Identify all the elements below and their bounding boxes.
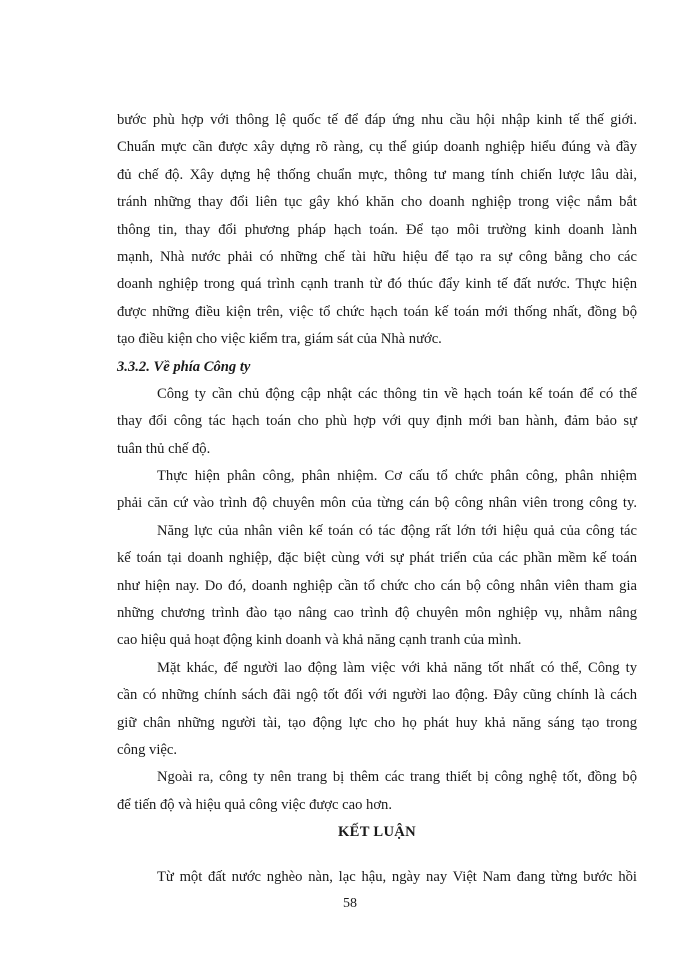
- text-line: tạo điều kiện cho việc kiểm tra, giám sát của Nhà nước.: [117, 331, 442, 348]
- page-number: 58: [343, 896, 357, 911]
- text-line: thông tin, thay đổi phương pháp hạch toán. Để tạo môi trường kinh doanh lành: [117, 221, 637, 238]
- text-line: Chuẩn mực cần được xây dựng rõ ràng, cụ thể giúp doanh nghiệp hiểu đúng và đầy: [117, 139, 637, 156]
- section-heading: 3.3.2. Về phía Công ty: [117, 358, 251, 375]
- text-line: Năng lực của nhân viên kế toán có tác động rất lớn tới hiệu quả của công tác: [157, 522, 637, 539]
- text-line: như hiện nay. Do đó, doanh nghiệp cần tổ chức cho cán bộ công nhân viên tham gia: [117, 577, 637, 594]
- text-line: cần có những chính sách đãi ngộ tốt đối với người lao động. Đây cũng chính là cách: [117, 687, 637, 704]
- text-line: cao hiệu quả hoạt động kinh doanh và khả năng cạnh tranh của mình.: [117, 632, 522, 649]
- text-line: tuân thủ chế độ.: [117, 440, 211, 457]
- paragraph-task-assignment: [117, 463, 637, 518]
- text-line: kế toán tại doanh nghiệp, đặc biệt cùng với sự phát triển của các phần mềm kế toán: [117, 550, 637, 567]
- text-line: Thực hiện phân công, phân nhiệm. Cơ cấu tổ chức phân công, phân nhiệm: [157, 468, 637, 485]
- text-line: phải căn cứ vào trình độ chuyên môn của từng cán bộ công nhân viên trong công ty.: [117, 495, 637, 512]
- paragraph-equipment: [117, 764, 637, 819]
- text-line: giữ chân những người tài, tạo động lực cho họ phát huy khả năng sáng tạo trong: [117, 714, 637, 731]
- text-line: bước phù hợp với thông lệ quốc tế để đáp ứng nhu cầu hội nhập kinh tế thế giới.: [117, 112, 637, 128]
- paragraph-update-info: [117, 381, 637, 463]
- text-line: mạnh, Nhà nước phải có những chế tài hữu hiệu để tạo ra sự công bằng cho các: [117, 248, 637, 265]
- text-line: những chương trình đào tạo nâng cao trình độ chuyên môn nghiệp vụ, nhằm nâng: [117, 605, 637, 622]
- paragraph-conclusion: [117, 864, 637, 891]
- conclusion-heading: KẾT LUẬN: [338, 824, 416, 841]
- text-line: Công ty cần chủ động cập nhật các thông tin về hạch toán kế toán để có thể: [157, 385, 637, 402]
- text-line: được những điều kiện trên, việc tổ chức hạch toán kế toán mới thống nhất, đồng bộ: [117, 303, 637, 320]
- document-page: [117, 107, 637, 891]
- text-line: tránh những thay đổi liên tục gây khó khăn cho doanh nghiệp trong việc nắm bắt: [117, 194, 637, 211]
- text-line: doanh nghiệp trong quá trình cạnh tranh từ đó thúc đẩy kinh tế đất nước. Thực hiện: [117, 276, 637, 293]
- paragraph-staff-capability: [117, 518, 637, 655]
- text-line: công việc.: [117, 741, 177, 758]
- text-line: Ngoài ra, công ty nên trang bị thêm các trang thiết bị công nghệ tốt, đồng bộ: [157, 769, 637, 786]
- paragraph-regulations: [117, 107, 637, 354]
- text-line: Từ một đất nước nghèo nàn, lạc hậu, ngày nay Việt Nam đang từng bước hồi: [157, 868, 637, 885]
- paragraph-employee-policy: [117, 655, 637, 765]
- text-line: thay đổi công tác hạch toán cho phù hợp với quy định mới ban hành, đảm bảo sự: [117, 413, 637, 430]
- text-line: để tiến độ và hiệu quả công việc được cao hơn.: [117, 796, 392, 813]
- text-line: Mặt khác, để người lao động làm việc với khả năng tốt nhất có thể, Công ty: [157, 659, 637, 676]
- text-line: đủ chế độ. Xây dựng hệ thống chuẩn mực, thông tư mang tính chiến lược lâu dài,: [117, 166, 637, 183]
